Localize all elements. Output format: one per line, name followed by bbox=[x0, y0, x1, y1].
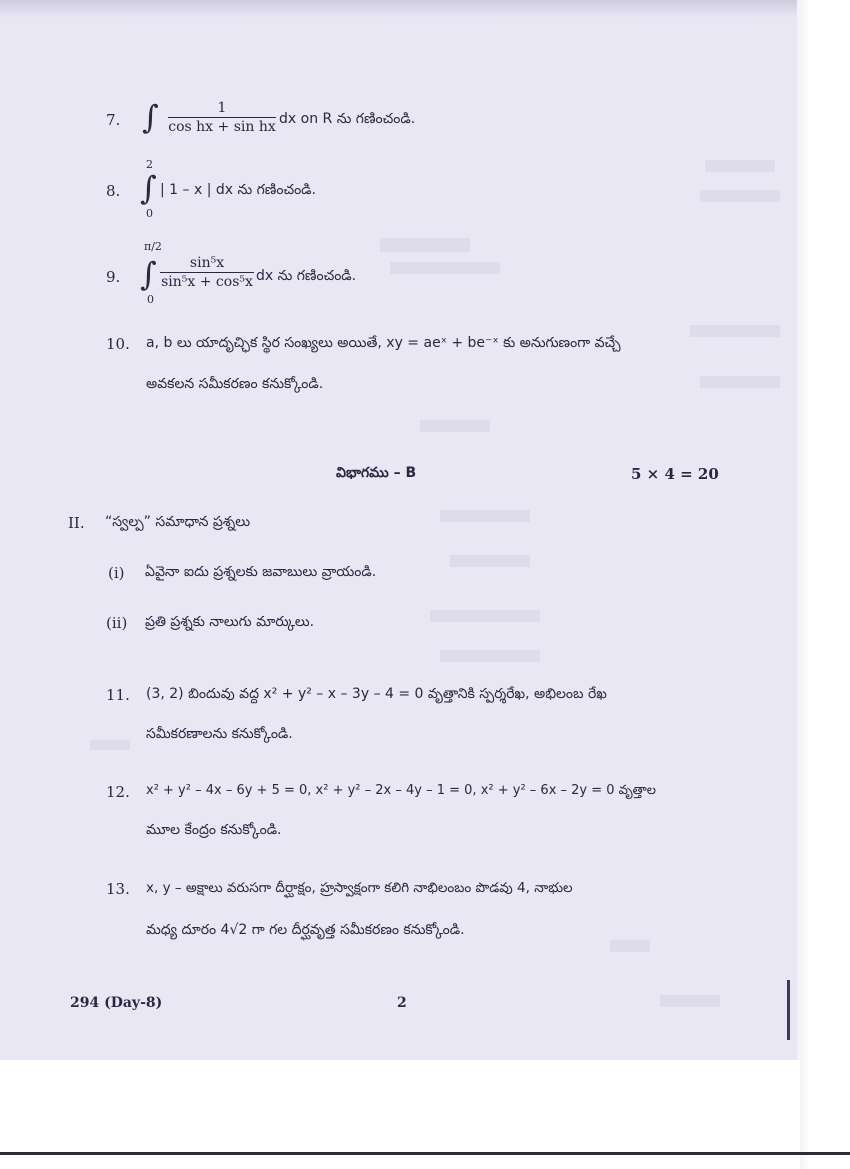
integral-sign: ∫ bbox=[140, 255, 157, 293]
question-text: x, y – అక్షాలు వరుసగా దీర్ఘాక్షం, హ్రస్వాక్షంగా కలిగి నాభిలంబం పొడవు 4, నాభుల bbox=[146, 880, 573, 896]
scan-margin bbox=[797, 0, 850, 1169]
fraction-bar bbox=[168, 117, 276, 118]
bleed-through-mark bbox=[690, 325, 780, 337]
integral-sign: ∫ bbox=[140, 169, 157, 207]
fraction-numerator: sin⁵x bbox=[189, 255, 225, 271]
bleed-through-mark bbox=[450, 555, 530, 567]
fraction-bar bbox=[160, 272, 254, 273]
fraction-denominator: cos hx + sin hx bbox=[168, 119, 276, 135]
question-number: 7. bbox=[106, 111, 121, 129]
bleed-through-mark bbox=[700, 376, 780, 388]
question-number: 8. bbox=[106, 182, 121, 200]
fraction bbox=[168, 100, 276, 135]
fraction-numerator: 1 bbox=[217, 100, 227, 116]
bleed-through-mark bbox=[420, 420, 490, 432]
bleed-through-mark bbox=[440, 650, 540, 662]
fraction bbox=[160, 255, 254, 290]
bleed-through-mark bbox=[660, 995, 720, 1007]
bleed-through-mark bbox=[440, 510, 530, 522]
section-title: విభాగము – B bbox=[336, 465, 417, 481]
part-numeral: II. bbox=[68, 514, 85, 532]
upper-limit: π/2 bbox=[144, 240, 162, 253]
upper-limit: 2 bbox=[146, 158, 153, 171]
bleed-through-mark bbox=[430, 610, 540, 622]
question-number: 13. bbox=[106, 880, 130, 898]
instruction-text: ఏవైనా ఐదు ప్రశ్నలకు జవాబులు వ్రాయండి. bbox=[145, 564, 377, 580]
question-text: మధ్య దూరం 4√2 గా గల దీర్ఘవృత్త సమీకరణం కనుక్కోండి. bbox=[146, 922, 465, 938]
bleed-through-mark bbox=[705, 160, 775, 172]
question-number: 11. bbox=[106, 686, 130, 704]
scan-edge-mark bbox=[787, 980, 790, 1040]
lower-limit: 0 bbox=[147, 293, 154, 306]
question-text: సమీకరణాలను కనుక్కోండి. bbox=[146, 726, 293, 742]
bleed-through-mark bbox=[700, 190, 780, 202]
integral-sign: ∫ bbox=[142, 98, 159, 136]
bleed-through-mark bbox=[380, 238, 470, 252]
bleed-through-mark bbox=[390, 262, 500, 274]
question-text: dx on R ను గణించండి. bbox=[279, 111, 416, 127]
scan-top-shadow bbox=[0, 0, 797, 18]
lower-limit: 0 bbox=[146, 207, 153, 220]
part-heading: “స్వల్ప” సమాధాన ప్రశ్నలు bbox=[105, 514, 251, 530]
question-text: | 1 – x | dx ను గణించండి. bbox=[160, 182, 316, 198]
instruction-label: (ii) bbox=[106, 614, 128, 632]
question-text: dx ను గణించండి. bbox=[256, 268, 357, 284]
question-number: 12. bbox=[106, 783, 130, 801]
section-marks: 5 × 4 = 20 bbox=[631, 465, 719, 483]
question-number: 9. bbox=[106, 268, 121, 286]
question-text: a, b లు యాదృచ్ఛిక స్థిర సంఖ్యలు అయితే, xy = aeˣ + be⁻ˣ కు అనుగుణంగా వచ్చే bbox=[146, 335, 621, 351]
question-number: 10. bbox=[106, 335, 130, 353]
question-text: x² + y² – 4x – 6y + 5 = 0, x² + y² – 2x – 4y – 1 = 0, x² + y² – 6x – 2y = 0 వృత్తాల bbox=[146, 783, 656, 798]
instruction-text: ప్రతి ప్రశ్నకు నాలుగు మార్కులు. bbox=[145, 614, 315, 630]
bleed-through-mark bbox=[610, 940, 650, 952]
question-text: మూల కేంద్రం కనుక్కోండి. bbox=[146, 822, 282, 838]
question-text: అవకలన సమీకరణం కనుక్కోండి. bbox=[146, 376, 324, 392]
question-text: (3, 2) బిందువు వద్ద x² + y² – x – 3y – 4 = 0 వృత్తానికి స్పర్శరేఖ, అభిలంబ రేఖ bbox=[146, 686, 607, 702]
paper-code: 294 (Day-8) bbox=[70, 995, 163, 1011]
scan-edge-line bbox=[0, 1152, 850, 1155]
page-number: 2 bbox=[397, 995, 407, 1011]
bleed-through-mark bbox=[90, 740, 130, 750]
instruction-label: (i) bbox=[108, 564, 125, 582]
fraction-denominator: sin⁵x + cos⁵x bbox=[161, 274, 253, 290]
